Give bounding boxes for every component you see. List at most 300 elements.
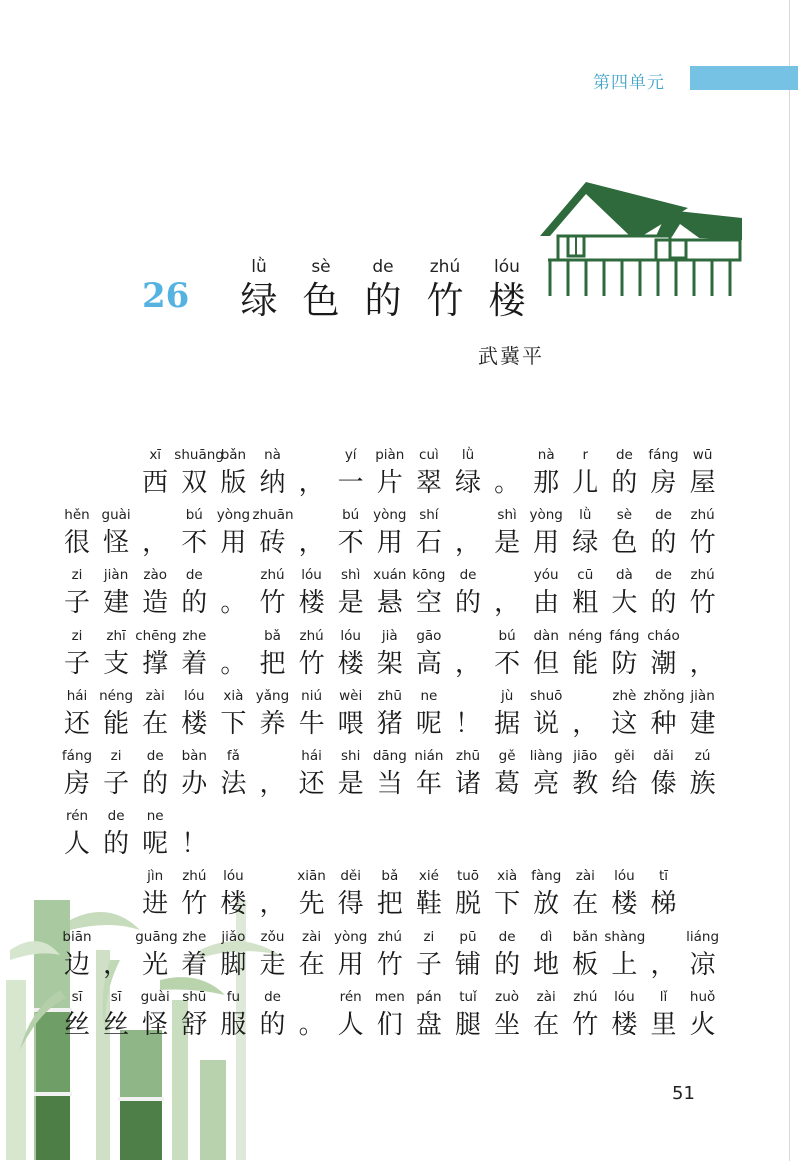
- pinyin: nà: [264, 447, 281, 463]
- hanzi: 在: [572, 889, 599, 920]
- text-char: [253, 687, 293, 743]
- pinyin: děi: [340, 868, 361, 885]
- pinyin: [683, 627, 723, 645]
- hanzi: 的: [454, 588, 481, 619]
- hanzi: 不: [494, 648, 521, 679]
- text-char: [253, 988, 293, 1044]
- pinyin: [292, 506, 332, 524]
- hanzi: 梯: [650, 889, 677, 920]
- pinyin: [565, 687, 605, 705]
- pinyin: fáng: [61, 748, 93, 764]
- text-char: [292, 446, 332, 502]
- pinyin: dāng: [372, 748, 407, 764]
- pinyin: [174, 807, 214, 825]
- text-char: [683, 988, 723, 1044]
- pinyin: bǎn: [572, 928, 598, 945]
- text-char: [135, 566, 175, 622]
- text-char: [604, 506, 644, 562]
- pinyin: bǎ: [381, 868, 399, 885]
- hanzi: 不: [337, 528, 364, 559]
- text-char: [174, 747, 214, 803]
- pinyin: [644, 928, 684, 946]
- unit-label: 第四单元: [593, 73, 665, 93]
- text-char: [96, 988, 136, 1044]
- hanzi: 。: [494, 468, 521, 498]
- pinyin: jìn: [147, 868, 164, 885]
- hanzi: 板: [572, 949, 599, 980]
- text-char: [292, 506, 332, 562]
- pinyin: niú: [301, 687, 323, 704]
- text-char: [526, 627, 566, 683]
- pinyin: zhū: [455, 748, 481, 764]
- hanzi: 这: [611, 708, 638, 739]
- pinyin: zài: [302, 928, 322, 945]
- pinyin: wèi: [339, 687, 363, 704]
- pinyin: zhú: [573, 988, 598, 1005]
- title-pinyin: zhú: [429, 257, 461, 277]
- hanzi: 当: [376, 769, 403, 799]
- hanzi: 喂: [337, 708, 364, 739]
- text-char: [565, 627, 605, 683]
- pinyin: zhú: [690, 507, 715, 524]
- pinyin: [487, 446, 527, 464]
- text-char: [370, 506, 410, 562]
- hanzi: 边: [63, 949, 90, 980]
- pinyin: lǜ: [461, 447, 475, 463]
- text-char: [487, 446, 527, 502]
- hanzi: 得: [337, 889, 364, 920]
- hanzi: 不: [181, 528, 208, 559]
- text-char: [644, 506, 684, 562]
- hanzi: 竹: [572, 1009, 599, 1040]
- pinyin: shuāng: [174, 447, 224, 463]
- hanzi: 人: [63, 829, 90, 860]
- pinyin: rén: [339, 988, 362, 1005]
- hanzi: 楼: [611, 889, 638, 920]
- text-char: [409, 446, 449, 502]
- hanzi: 竹: [689, 588, 716, 619]
- hanzi: 脱: [454, 889, 481, 920]
- text-char: [213, 928, 253, 984]
- pinyin: xié: [418, 868, 439, 885]
- pinyin: zài: [536, 988, 556, 1005]
- text-char: [292, 687, 332, 743]
- hanzi: 怪: [103, 528, 130, 559]
- text-char: [644, 627, 684, 683]
- pinyin: cháo: [647, 627, 680, 644]
- text-char: [565, 446, 605, 502]
- hanzi: 粗: [572, 588, 599, 619]
- hanzi: 说: [533, 708, 560, 739]
- hanzi: 教: [572, 769, 599, 799]
- text-char: [57, 566, 97, 622]
- text-char: [448, 506, 488, 562]
- text-char: [487, 747, 527, 803]
- pinyin: r: [582, 447, 589, 463]
- pinyin: yòng: [529, 507, 563, 524]
- pinyin: chēng: [135, 627, 177, 644]
- text-char: [526, 506, 566, 562]
- text-char: [604, 988, 644, 1044]
- text-char: [96, 627, 136, 683]
- pinyin: de: [655, 507, 672, 524]
- text-char: [213, 867, 253, 923]
- pinyin: yòng: [216, 507, 251, 524]
- pinyin: de: [615, 447, 633, 463]
- text-line: [0, 687, 800, 743]
- pinyin: zhú: [377, 928, 402, 945]
- hanzi: 年: [415, 769, 442, 799]
- pinyin: zhe: [182, 928, 207, 945]
- text-char: [409, 506, 449, 562]
- text-char: [213, 627, 253, 683]
- pinyin: zhǒng: [643, 687, 685, 704]
- hanzi: 用: [220, 528, 247, 559]
- pinyin: fáng: [609, 627, 640, 644]
- pinyin: shí: [419, 507, 439, 524]
- hanzi: 牛: [298, 708, 325, 739]
- hanzi: 房: [63, 769, 90, 799]
- pinyin: zhe: [182, 627, 207, 644]
- text-char: [213, 747, 253, 803]
- pinyin: lóu: [614, 868, 635, 885]
- text-char: [174, 687, 214, 743]
- text-char: [683, 928, 723, 984]
- hanzi: 腿: [454, 1009, 481, 1040]
- hanzi: ！: [181, 829, 208, 860]
- hanzi: ，: [142, 528, 169, 559]
- text-char: [331, 687, 371, 743]
- hanzi: 呢: [142, 829, 169, 860]
- pinyin: fàng: [531, 868, 562, 885]
- hanzi: 下: [220, 708, 247, 739]
- hanzi: ，: [298, 528, 325, 559]
- text-char: [604, 446, 644, 502]
- text-char: [213, 506, 253, 562]
- pinyin: shàng: [604, 928, 646, 945]
- hanzi: 但: [533, 648, 560, 679]
- title-hanzi: 绿: [240, 279, 278, 322]
- text-char: [331, 566, 371, 622]
- text-char: [683, 566, 723, 622]
- text-char: [253, 446, 293, 502]
- pinyin: gě: [498, 748, 516, 764]
- text-char: [565, 566, 605, 622]
- pinyin: de: [498, 928, 516, 945]
- hanzi: 楼: [181, 708, 208, 739]
- pinyin: liáng: [686, 928, 720, 945]
- pinyin: lǜ: [579, 507, 592, 524]
- hanzi: 房: [650, 468, 677, 498]
- text-char: [331, 747, 371, 803]
- text-char: [565, 506, 605, 562]
- hanzi: 用: [376, 528, 403, 559]
- hanzi: 撑: [142, 648, 169, 679]
- text-char: [57, 988, 97, 1044]
- pinyin: jiāo: [573, 748, 598, 764]
- text-char: [526, 566, 566, 622]
- pinyin: guài: [140, 988, 170, 1005]
- text-char: [644, 566, 684, 622]
- text-char: [644, 747, 684, 803]
- pinyin: [253, 747, 293, 765]
- author-name: 武冀平: [478, 344, 544, 368]
- pinyin: [292, 988, 332, 1006]
- text-char: [135, 687, 175, 743]
- pinyin: néng: [568, 627, 603, 644]
- text-char: [174, 988, 214, 1044]
- pinyin: de: [185, 567, 203, 584]
- hanzi: 子: [415, 949, 442, 980]
- hanzi: 由: [533, 588, 560, 619]
- text-char: [213, 687, 253, 743]
- hanzi: 支: [103, 648, 130, 679]
- pinyin: bú: [342, 507, 360, 524]
- text-char: [174, 627, 214, 683]
- hanzi: 竹: [376, 949, 403, 980]
- pinyin: zhú: [260, 567, 285, 584]
- text-char: [644, 867, 684, 923]
- text-char: [448, 928, 488, 984]
- lesson-title: [228, 256, 538, 324]
- pinyin: lǐ: [659, 988, 668, 1005]
- pinyin: nián: [414, 748, 444, 764]
- text-char: [448, 747, 488, 803]
- hanzi: ，: [650, 949, 677, 980]
- pinyin: de: [459, 567, 477, 584]
- pinyin: [448, 687, 488, 705]
- hanzi: 盘: [415, 1009, 442, 1040]
- hanzi: 的: [650, 528, 677, 559]
- hanzi: 一: [337, 468, 364, 498]
- pinyin: [213, 627, 253, 645]
- hanzi: 子: [103, 769, 130, 799]
- pinyin: jiǎo: [221, 928, 246, 945]
- text-char: [213, 988, 253, 1044]
- pinyin: jiàn: [103, 567, 129, 584]
- title-char: [476, 256, 538, 324]
- hanzi: 竹: [259, 588, 286, 619]
- pinyin: yí: [344, 447, 357, 463]
- hanzi: 呢: [415, 708, 442, 739]
- text-char: [135, 747, 175, 803]
- pinyin: bú: [498, 627, 516, 644]
- text-char: [370, 988, 410, 1044]
- text-char: [174, 867, 214, 923]
- text-char: [604, 867, 644, 923]
- text-line: [0, 747, 800, 803]
- hanzi: ，: [103, 949, 130, 980]
- pinyin: zào: [143, 567, 167, 584]
- title-hanzi: 的: [364, 279, 402, 322]
- hanzi: ，: [572, 708, 599, 739]
- hanzi: 还: [63, 708, 90, 739]
- hanzi: 防: [611, 648, 638, 679]
- pinyin: lóu: [340, 627, 361, 644]
- pinyin: tuǐ: [459, 988, 477, 1005]
- hanzi: 把: [259, 648, 286, 679]
- pinyin: huǒ: [689, 988, 716, 1005]
- title-pinyin: lóu: [494, 257, 520, 277]
- hanzi: 建: [103, 588, 130, 619]
- text-char: [292, 867, 332, 923]
- text-char: [96, 506, 136, 562]
- text-char: [448, 867, 488, 923]
- pinyin: cuì: [419, 447, 439, 463]
- hanzi: 的: [181, 588, 208, 619]
- text-char: [448, 687, 488, 743]
- hanzi: 脚: [220, 949, 247, 980]
- pinyin: yóu: [533, 567, 559, 584]
- text-char: [526, 747, 566, 803]
- hanzi: 是: [494, 528, 521, 559]
- title-char: [352, 256, 414, 324]
- hanzi: 下: [494, 889, 521, 920]
- text-line: [0, 867, 800, 923]
- hanzi: 法: [220, 769, 247, 799]
- page-number: 51: [672, 1083, 695, 1104]
- text-char: [253, 566, 293, 622]
- text-char: [604, 566, 644, 622]
- pinyin: shi: [341, 748, 361, 764]
- hanzi: ，: [689, 648, 716, 679]
- hanzi: 先: [298, 889, 325, 920]
- pinyin: ne: [420, 687, 438, 704]
- text-char: [409, 988, 449, 1044]
- text-char: [487, 566, 527, 622]
- text-char: [448, 627, 488, 683]
- hanzi: 傣: [650, 769, 677, 799]
- pinyin: yòng: [334, 928, 368, 945]
- text-char: [683, 747, 723, 803]
- pinyin: jià: [381, 627, 398, 644]
- pinyin: lóu: [184, 687, 205, 704]
- hanzi: 葛: [494, 769, 521, 799]
- hanzi: 建: [689, 708, 716, 739]
- hanzi: 楼: [611, 1009, 638, 1040]
- hanzi: 子: [63, 648, 90, 679]
- hanzi: 人: [337, 1009, 364, 1040]
- pinyin: sī: [71, 988, 83, 1005]
- text-char: [604, 747, 644, 803]
- hanzi: 的: [650, 588, 677, 619]
- hanzi: 的: [103, 829, 130, 860]
- hanzi: 诸: [454, 769, 481, 799]
- text-char: [331, 627, 371, 683]
- text-char: [57, 687, 97, 743]
- text-char: [135, 807, 175, 863]
- text-char: [292, 566, 332, 622]
- pinyin: zhú: [182, 868, 207, 885]
- hanzi: 鞋: [415, 889, 442, 920]
- hanzi: ，: [454, 528, 481, 559]
- hanzi: 的: [611, 468, 638, 498]
- pinyin: guāng: [135, 928, 178, 945]
- pinyin: zhè: [612, 687, 637, 704]
- pinyin: de: [146, 748, 164, 764]
- text-char: [57, 627, 97, 683]
- pinyin: néng: [99, 687, 134, 704]
- pinyin: zhū: [377, 687, 402, 704]
- text-char: [565, 928, 605, 984]
- pinyin: lóu: [614, 988, 635, 1005]
- text-char: [526, 988, 566, 1044]
- pinyin: hái: [301, 748, 322, 764]
- text-char: [331, 988, 371, 1044]
- text-char: [292, 988, 332, 1044]
- pinyin: [213, 566, 253, 584]
- pinyin: nà: [537, 447, 555, 463]
- text-char: [487, 627, 527, 683]
- pinyin: bǎn: [220, 447, 247, 463]
- hanzi: 上: [611, 949, 638, 980]
- hanzi: 铺: [454, 949, 481, 980]
- text-char: [135, 627, 175, 683]
- text-char: [487, 988, 527, 1044]
- text-char: [604, 687, 644, 743]
- pinyin: de: [107, 808, 125, 825]
- hanzi: 竹: [689, 528, 716, 559]
- hanzi: 绿: [454, 468, 481, 498]
- text-line: [0, 446, 800, 502]
- text-char: [135, 867, 175, 923]
- pinyin: jù: [500, 687, 514, 704]
- hanzi: 在: [142, 708, 169, 739]
- pinyin: pū: [459, 928, 477, 945]
- pinyin: bǎ: [264, 627, 281, 644]
- text-char: [565, 867, 605, 923]
- pinyin: zuò: [495, 988, 520, 1005]
- pinyin: gāo: [416, 627, 442, 644]
- pinyin: [253, 867, 293, 885]
- pinyin: xuán: [373, 567, 407, 584]
- text-char: [448, 446, 488, 502]
- text-char: [409, 867, 449, 923]
- text-char: [526, 446, 566, 502]
- text-char: [683, 446, 723, 502]
- hanzi: 丝: [63, 1009, 90, 1040]
- text-char: [57, 928, 97, 984]
- pinyin: fu: [226, 988, 241, 1005]
- pinyin: dàn: [533, 627, 559, 644]
- text-char: [331, 506, 371, 562]
- pinyin: zǒu: [260, 928, 285, 945]
- hanzi: 坐: [494, 1009, 521, 1040]
- text-char: [683, 506, 723, 562]
- title-hanzi: 色: [302, 279, 340, 322]
- hanzi: 片: [376, 468, 403, 498]
- text-char: [174, 566, 214, 622]
- pinyin: de: [264, 988, 281, 1005]
- hanzi: 怪: [142, 1009, 169, 1040]
- text-char: [57, 807, 97, 863]
- pinyin: lóu: [301, 567, 322, 584]
- pinyin: xī: [149, 447, 162, 463]
- text-char: [487, 687, 527, 743]
- text-char: [487, 506, 527, 562]
- text-char: [135, 928, 178, 984]
- hanzi: 绿: [572, 528, 599, 559]
- text-char: [253, 867, 293, 923]
- pinyin: [292, 446, 332, 464]
- title-char: [290, 256, 352, 324]
- text-char: [174, 446, 224, 502]
- pinyin: zài: [145, 687, 165, 704]
- text-char: [213, 566, 253, 622]
- text-char: [644, 446, 684, 502]
- pinyin: sè: [616, 507, 633, 524]
- hanzi: 高: [415, 648, 442, 679]
